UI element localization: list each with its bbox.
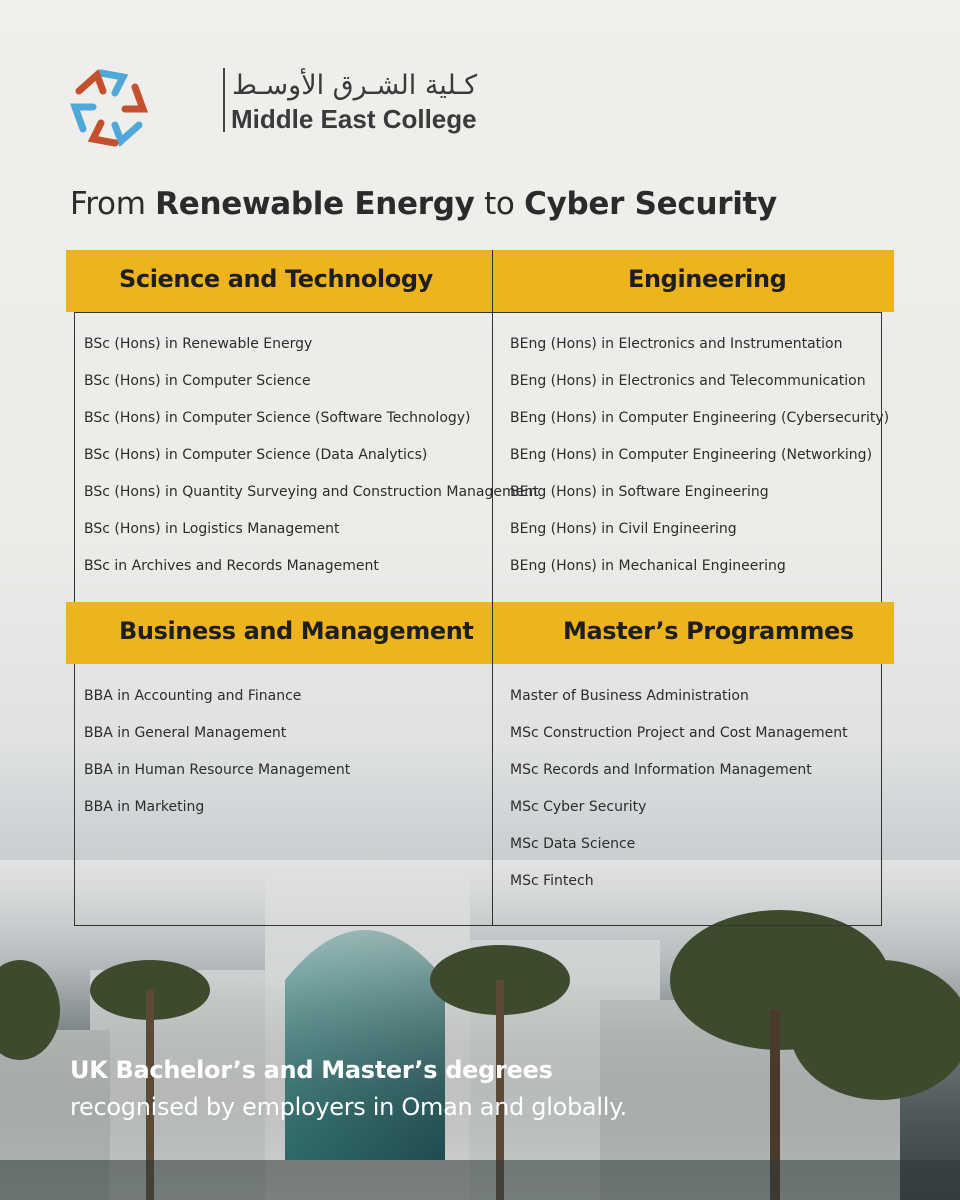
section-header-science	[66, 250, 492, 312]
list-item: BSc (Hons) in Quantity Surveying and Construction Management	[84, 484, 539, 500]
section-title-masters: Master’s Programmes	[563, 617, 854, 645]
list-item: BBA in Accounting and Finance	[84, 688, 302, 704]
list-item: BSc (Hons) in Computer Science (Data Analytics)	[84, 447, 428, 463]
list-item: BEng (Hons) in Civil Engineering	[510, 521, 737, 537]
section-header-business	[66, 602, 492, 664]
list-item: MSc Records and Information Management	[510, 762, 812, 778]
section-title-business: Business and Management	[119, 617, 474, 645]
section-title-engineering: Engineering	[628, 265, 787, 293]
logo-arabic-name: كـلية الشـرق الأوسـط	[232, 70, 478, 101]
headline-bold-2: Cyber Security	[524, 186, 777, 222]
headline-part-1: From	[70, 186, 156, 222]
list-item: BEng (Hons) in Computer Engineering (Cybersecurity)	[510, 410, 890, 426]
business-programme-list	[84, 678, 350, 826]
list-item: BEng (Hons) in Computer Engineering (Networking)	[510, 447, 873, 463]
tagline-line-1: UK Bachelor’s and Master’s degrees	[70, 1056, 553, 1084]
headline-bold-1: Renewable Energy	[155, 186, 475, 222]
engineering-programme-list	[510, 326, 889, 585]
list-item: BEng (Hons) in Software Engineering	[510, 484, 769, 500]
section-title-science: Science and Technology	[119, 265, 433, 293]
logo-english-name: Middle East College	[231, 104, 477, 134]
list-item: BBA in Human Resource Management	[84, 762, 351, 778]
list-item: MSc Data Science	[510, 836, 636, 852]
logo-divider	[223, 68, 225, 132]
masters-programme-list	[510, 678, 848, 900]
section-header-masters	[493, 602, 894, 664]
list-item: BSc (Hons) in Renewable Energy	[84, 336, 313, 352]
list-item: BSc (Hons) in Computer Science	[84, 373, 311, 389]
list-item: BSc in Archives and Records Management	[84, 558, 379, 574]
science-programme-list	[84, 326, 539, 585]
list-item: BEng (Hons) in Electronics and Telecommunication	[510, 373, 866, 389]
list-item: MSc Construction Project and Cost Management	[510, 725, 848, 741]
page-headline	[70, 186, 777, 222]
list-item: BSc (Hons) in Logistics Management	[84, 521, 340, 537]
list-item: BEng (Hons) in Electronics and Instrumentation	[510, 336, 843, 352]
list-item: BBA in General Management	[84, 725, 287, 741]
list-item: BEng (Hons) in Mechanical Engineering	[510, 558, 786, 574]
list-item: BSc (Hons) in Computer Science (Software Technology)	[84, 410, 471, 426]
tagline-line-2: recognised by employers in Oman and globally.	[70, 1093, 627, 1121]
college-logo[interactable]	[66, 66, 478, 148]
list-item: MSc Fintech	[510, 873, 594, 889]
list-item: BBA in Marketing	[84, 799, 205, 815]
headline-part-2: to	[474, 186, 525, 222]
list-item: Master of Business Administration	[510, 688, 749, 704]
college-logo-icon	[66, 66, 152, 148]
list-item: MSc Cyber Security	[510, 799, 647, 815]
section-header-engineering	[493, 250, 894, 312]
